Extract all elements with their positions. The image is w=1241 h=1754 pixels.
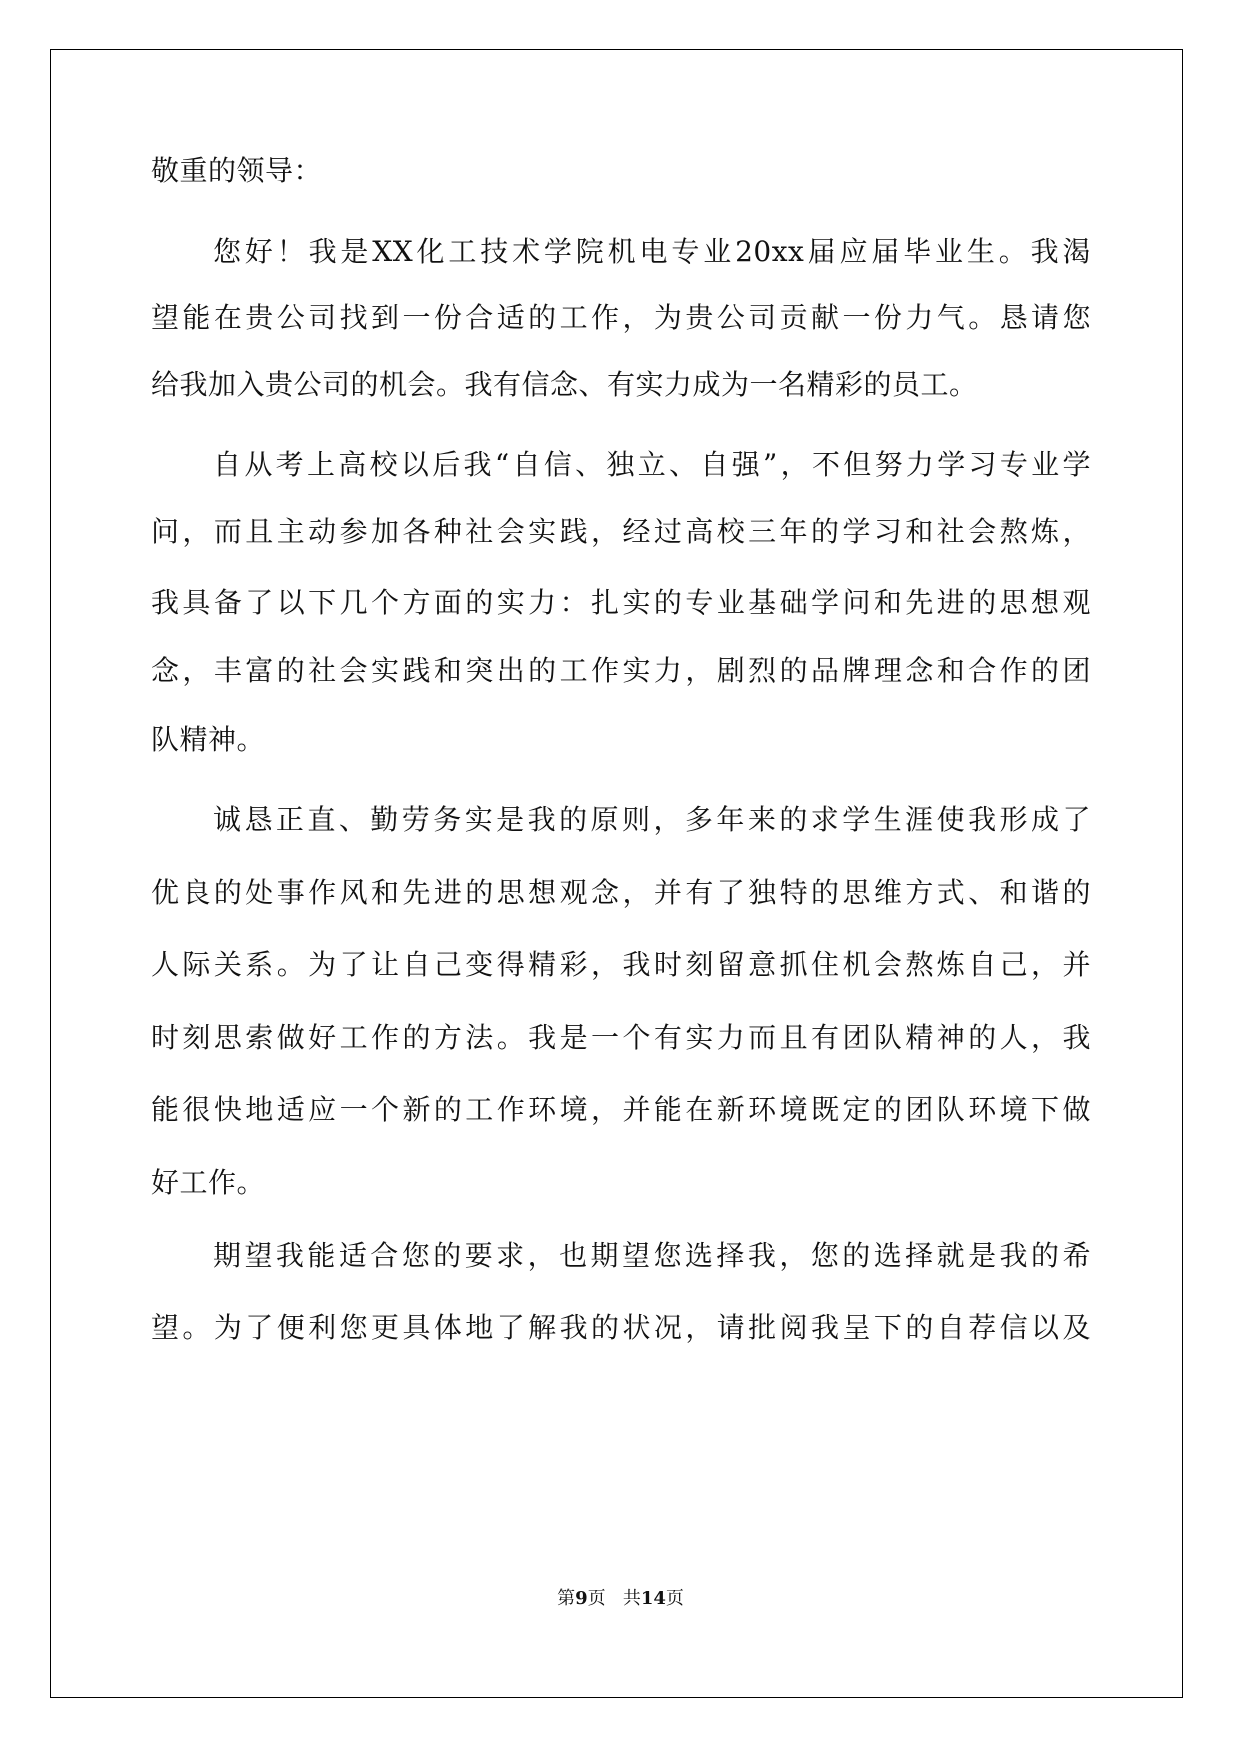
paragraph-line: 念，丰富的社会实践和突出的工作实力，剧烈的品牌理念和合作的团 — [151, 654, 1091, 687]
paragraph-line: 好工作。 — [151, 1166, 266, 1199]
paragraph-line: 能很快地适应一个新的工作环境，并能在新环境既定的团队环境下做 — [151, 1093, 1091, 1126]
paragraph-line: 期望我能适合您的要求，也期望您选择我，您的选择就是我的希 — [213, 1239, 1091, 1272]
paragraph-line: 问，而且主动参加各种社会实践，经过高校三年的学习和社会熬炼， — [151, 515, 1091, 548]
page-footer — [0, 1584, 1241, 1614]
footer-prefix: 第 — [557, 1588, 576, 1609]
paragraph-line: 我具备了以下几个方面的实力：扎实的专业基础学问和先进的思想观 — [151, 586, 1091, 619]
footer-total-suffix: 页 — [665, 1588, 684, 1609]
salutation: 敬重的领导： — [151, 154, 323, 187]
paragraph-line: 望。为了便利您更具体地了解我的状况，请批阅我呈下的自荐信以及 — [151, 1311, 1091, 1344]
paragraph-line: 人际关系。为了让自己变得精彩，我时刻留意抓住机会熬炼自己，并 — [151, 948, 1091, 981]
total-pages-number: 14 — [640, 1588, 666, 1609]
paragraph-line: 队精神。 — [151, 723, 266, 756]
paragraph-line: 您好！我是XX化工技术学院机电专业20xx届应届毕业生。我渴 — [213, 235, 1091, 268]
paragraph-line: 给我加入贵公司的机会。我有信念、有实力成为一名精彩的员工。 — [151, 368, 978, 401]
paragraph-line: 望能在贵公司找到一份合适的工作，为贵公司贡献一份力气。恳请您 — [151, 301, 1091, 334]
paragraph-line: 诚恳正直、勤劳务实是我的原则，多年来的求学生涯使我形成了 — [213, 803, 1091, 836]
current-page-number: 9 — [575, 1588, 588, 1609]
footer-total-prefix: 共 — [622, 1588, 641, 1609]
paragraph-line: 优良的处事作风和先进的思想观念，并有了独特的思维方式、和谐的 — [151, 876, 1091, 909]
paragraph-line: 自从考上高校以后我“自信、独立、自强”，不但努力学习专业学 — [213, 448, 1091, 481]
footer-page-word: 页 — [587, 1588, 606, 1609]
paragraph-line: 时刻思索做好工作的方法。我是一个有实力而且有团队精神的人，我 — [151, 1021, 1091, 1054]
